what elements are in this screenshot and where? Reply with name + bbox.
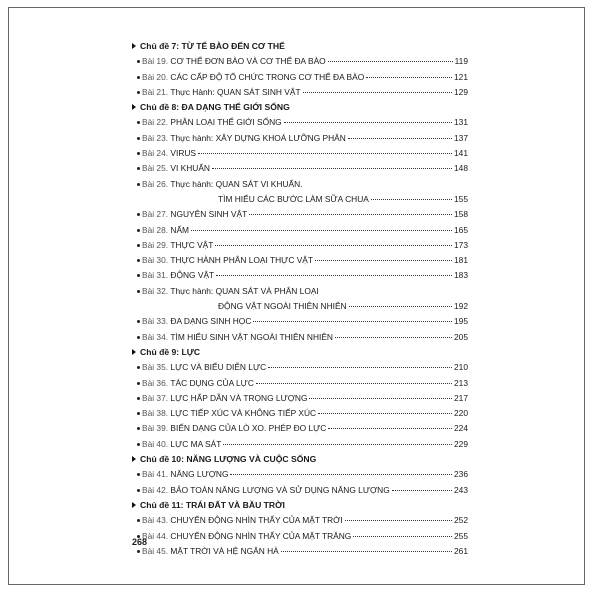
dot-bullet-icon bbox=[137, 550, 140, 553]
lesson-number: Bài 32. bbox=[142, 285, 169, 296]
chapter-heading bbox=[132, 452, 468, 467]
lesson-number: Bài 44. bbox=[142, 530, 169, 541]
dot-leader bbox=[318, 413, 452, 414]
lesson-title: THỰC VẬT bbox=[170, 239, 214, 250]
dot-leader bbox=[212, 168, 452, 169]
lesson-page: 220 bbox=[454, 408, 468, 419]
dot-bullet-icon bbox=[137, 259, 140, 262]
toc-entry bbox=[132, 54, 468, 69]
dot-leader bbox=[191, 230, 452, 231]
lesson-number: Bài 40. bbox=[142, 438, 169, 449]
dot-leader bbox=[392, 490, 452, 491]
lesson-title: VIRUS bbox=[170, 148, 197, 159]
lesson-page: 131 bbox=[454, 117, 468, 128]
chapter-title: Chủ đề 9: LỰC bbox=[140, 346, 201, 357]
lesson-page: 129 bbox=[454, 86, 468, 97]
dot-bullet-icon bbox=[137, 336, 140, 339]
lesson-page: 158 bbox=[454, 209, 468, 220]
lesson-number: Bài 25. bbox=[142, 163, 169, 174]
lesson-page: 217 bbox=[454, 392, 468, 403]
dot-leader bbox=[353, 536, 452, 537]
dot-bullet-icon bbox=[137, 473, 140, 476]
dot-bullet-icon bbox=[137, 519, 140, 522]
toc-entry bbox=[132, 207, 468, 222]
lesson-number: Bài 35. bbox=[142, 362, 169, 373]
lesson-page: 261 bbox=[454, 545, 468, 556]
triangle-bullet-icon bbox=[132, 456, 136, 462]
dot-bullet-icon bbox=[137, 489, 140, 492]
page-number: 268 bbox=[132, 537, 148, 547]
toc-entry bbox=[132, 115, 468, 130]
toc-entry bbox=[132, 391, 468, 406]
dot-bullet-icon bbox=[137, 167, 140, 170]
toc-entry bbox=[132, 161, 468, 176]
dot-leader bbox=[198, 153, 452, 154]
dot-bullet-icon bbox=[137, 427, 140, 430]
dot-leader bbox=[256, 383, 452, 384]
lesson-title: CHUYỂN ĐỘNG NHÌN THẤY CỦA MẶT TRỜI bbox=[170, 515, 343, 526]
toc-entry bbox=[132, 253, 468, 268]
lesson-page: 224 bbox=[454, 423, 468, 434]
lesson-number: Bài 22. bbox=[142, 117, 169, 128]
lesson-title: LỰC TIẾP XÚC VÀ KHÔNG TIẾP XÚC bbox=[170, 408, 317, 419]
lesson-number: Bài 21. bbox=[142, 86, 169, 97]
table-of-contents bbox=[132, 39, 468, 559]
lesson-title: TÁC DỤNG CỦA LỰC bbox=[170, 377, 254, 388]
dot-bullet-icon bbox=[137, 229, 140, 232]
dot-leader bbox=[371, 199, 452, 200]
chapter-title: Chủ đề 8: ĐA DẠNG THẾ GIỚI SỐNG bbox=[140, 102, 290, 113]
dot-leader bbox=[328, 428, 452, 429]
triangle-bullet-icon bbox=[132, 349, 136, 355]
lesson-title: CÁC CẤP ĐỘ TỔ CHỨC TRONG CƠ THỂ ĐA BÀO bbox=[170, 71, 365, 82]
chapter-heading bbox=[132, 100, 468, 115]
dot-bullet-icon bbox=[137, 274, 140, 277]
dot-bullet-icon bbox=[137, 91, 140, 94]
toc-entry bbox=[132, 131, 468, 146]
dot-leader bbox=[315, 260, 452, 261]
dot-bullet-icon bbox=[137, 152, 140, 155]
toc-entry bbox=[132, 483, 468, 498]
lesson-page: 155 bbox=[454, 193, 468, 204]
dot-leader bbox=[349, 306, 452, 307]
chapter-heading bbox=[132, 345, 468, 360]
lesson-title: CƠ THỂ ĐƠN BÀO VÀ CƠ THỂ ĐA BÀO bbox=[170, 56, 326, 67]
lesson-number: Bài 43. bbox=[142, 515, 169, 526]
lesson-page: 119 bbox=[454, 56, 468, 67]
lesson-page: 252 bbox=[454, 515, 468, 526]
triangle-bullet-icon bbox=[132, 43, 136, 49]
lesson-page: 141 bbox=[454, 148, 468, 159]
toc-entry bbox=[132, 314, 468, 329]
triangle-bullet-icon bbox=[132, 104, 136, 110]
lesson-title: LỰC HẤP DẪN VÀ TRỌNG LƯỢNG bbox=[170, 392, 308, 403]
toc-entry bbox=[132, 330, 468, 345]
lesson-page: 165 bbox=[454, 224, 468, 235]
lesson-number: Bài 27. bbox=[142, 209, 169, 220]
lesson-page: 210 bbox=[454, 362, 468, 373]
lesson-page: 137 bbox=[454, 132, 468, 143]
lesson-page: 213 bbox=[454, 377, 468, 388]
lesson-title: ĐỘNG VẬT NGOÀI THIÊN NHIÊN bbox=[218, 301, 347, 312]
dot-bullet-icon bbox=[137, 137, 140, 140]
lesson-number: Bài 24. bbox=[142, 148, 169, 159]
toc-entry bbox=[132, 146, 468, 161]
toc-entry bbox=[132, 268, 468, 283]
lesson-number: Bài 31. bbox=[142, 270, 169, 281]
dot-bullet-icon bbox=[137, 397, 140, 400]
lesson-page: 183 bbox=[454, 270, 468, 281]
toc-entry bbox=[132, 284, 468, 315]
dot-leader bbox=[223, 444, 452, 445]
lesson-title: Thực hành: QUAN SÁT VI KHUẨN. bbox=[170, 178, 303, 189]
lesson-number: Bài 45. bbox=[142, 545, 169, 556]
lesson-title: ĐỘNG VẬT bbox=[170, 270, 215, 281]
dot-leader bbox=[348, 138, 452, 139]
toc-entry bbox=[132, 467, 468, 482]
toc-entry bbox=[132, 376, 468, 391]
chapter-title: Chủ đề 7: TỪ TẾ BÀO ĐẾN CƠ THỂ bbox=[140, 41, 285, 51]
lesson-title: LỰC VÀ BIỂU DIỄN LỰC bbox=[170, 362, 267, 373]
lesson-number: Bài 37. bbox=[142, 392, 169, 403]
toc-entry bbox=[132, 177, 468, 208]
dot-bullet-icon bbox=[137, 290, 140, 293]
dot-leader bbox=[230, 474, 452, 475]
toc-entry bbox=[132, 421, 468, 436]
lesson-title: Thực hành: XÂY DỰNG KHOÁ LƯỠNG PHÂN bbox=[170, 132, 346, 143]
lesson-number: Bài 36. bbox=[142, 377, 169, 388]
lesson-page: 121 bbox=[454, 71, 468, 82]
lesson-page: 255 bbox=[454, 530, 468, 541]
dot-leader bbox=[345, 520, 452, 521]
dot-bullet-icon bbox=[137, 60, 140, 63]
dot-leader bbox=[284, 122, 452, 123]
toc-entry bbox=[132, 406, 468, 421]
dot-leader bbox=[249, 214, 452, 215]
chapter-heading bbox=[132, 498, 468, 513]
lesson-title: NẤM bbox=[170, 224, 190, 235]
lesson-page: 195 bbox=[454, 316, 468, 327]
dot-bullet-icon bbox=[137, 366, 140, 369]
lesson-page: 148 bbox=[454, 163, 468, 174]
lesson-number: Bài 26. bbox=[142, 178, 169, 189]
lesson-number: Bài 39. bbox=[142, 423, 169, 434]
lesson-title: NĂNG LƯỢNG bbox=[170, 469, 229, 480]
dot-bullet-icon bbox=[137, 320, 140, 323]
lesson-number: Bài 34. bbox=[142, 331, 169, 342]
dot-bullet-icon bbox=[137, 244, 140, 247]
toc-entry bbox=[132, 85, 468, 100]
dot-bullet-icon bbox=[137, 382, 140, 385]
lesson-title: MẶT TRỜI VÀ HỆ NGÂN HÀ bbox=[170, 545, 279, 556]
lesson-number: Bài 38. bbox=[142, 408, 169, 419]
dot-leader bbox=[328, 61, 453, 62]
lesson-title: PHÂN LOẠI THẾ GIỚI SỐNG bbox=[170, 117, 282, 128]
lesson-page: 192 bbox=[454, 301, 468, 312]
lesson-title: TÌM HIỂU SINH VẬT NGOÀI THIÊN NHIÊN bbox=[170, 331, 333, 342]
dot-leader bbox=[253, 321, 452, 322]
dot-leader bbox=[215, 245, 452, 246]
lesson-title: THỰC HÀNH PHÂN LOẠI THỰC VẬT bbox=[170, 255, 313, 266]
lesson-title: LỰC MA SÁT bbox=[170, 438, 222, 449]
dot-leader bbox=[268, 367, 452, 368]
lesson-title: BẢO TOÀN NĂNG LƯỢNG VÀ SỬ DỤNG NĂNG LƯỢNG bbox=[170, 484, 390, 495]
toc-entry bbox=[132, 529, 468, 544]
dot-bullet-icon bbox=[137, 76, 140, 79]
lesson-page: 229 bbox=[454, 438, 468, 449]
lesson-number: Bài 28. bbox=[142, 224, 169, 235]
dot-leader bbox=[281, 551, 452, 552]
toc-entry bbox=[132, 70, 468, 85]
toc-entry bbox=[132, 544, 468, 559]
lesson-title: BIẾN DẠNG CỦA LÒ XO. PHÉP ĐO LỰC bbox=[170, 423, 327, 434]
lesson-title: TÌM HIỂU CÁC BƯỚC LÀM SỮA CHUA bbox=[218, 193, 369, 204]
dot-bullet-icon bbox=[137, 412, 140, 415]
toc-entry bbox=[132, 513, 468, 528]
lesson-number: Bài 23. bbox=[142, 132, 169, 143]
dot-leader bbox=[335, 337, 452, 338]
toc-entry bbox=[132, 238, 468, 253]
chapter-heading bbox=[132, 39, 468, 54]
chapter-title: Chủ đề 11: TRÁI ĐẤT VÀ BẦU TRỜI bbox=[140, 499, 285, 510]
lesson-page: 173 bbox=[454, 239, 468, 250]
dot-leader bbox=[216, 275, 452, 276]
toc-entry bbox=[132, 360, 468, 375]
chapter-title: Chủ đề 10: NĂNG LƯỢNG VÀ CUỘC SỐNG bbox=[140, 454, 317, 465]
lesson-number: Bài 30. bbox=[142, 255, 169, 266]
lesson-number: Bài 41. bbox=[142, 469, 169, 480]
lesson-number: Bài 19. bbox=[142, 56, 169, 67]
lesson-page: 205 bbox=[454, 331, 468, 342]
lesson-number: Bài 20. bbox=[142, 71, 169, 82]
lesson-title: NGUYÊN SINH VẬT bbox=[170, 209, 248, 220]
lesson-page: 243 bbox=[454, 484, 468, 495]
lesson-title: VI KHUẨN bbox=[170, 163, 210, 174]
dot-leader bbox=[366, 77, 452, 78]
lesson-page: 236 bbox=[454, 469, 468, 480]
dot-leader bbox=[303, 92, 452, 93]
triangle-bullet-icon bbox=[132, 502, 136, 508]
toc-entry bbox=[132, 437, 468, 452]
lesson-title: ĐA DẠNG SINH HỌC bbox=[170, 316, 252, 327]
lesson-number: Bài 29. bbox=[142, 239, 169, 250]
dot-bullet-icon bbox=[137, 121, 140, 124]
dot-bullet-icon bbox=[137, 183, 140, 186]
lesson-title: CHUYỂN ĐỘNG NHÌN THẤY CỦA MẶT TRĂNG bbox=[170, 530, 352, 541]
lesson-page: 181 bbox=[454, 255, 468, 266]
lesson-number: Bài 33. bbox=[142, 316, 169, 327]
dot-bullet-icon bbox=[137, 213, 140, 216]
lesson-title: Thực Hành: QUAN SÁT SINH VẬT bbox=[170, 86, 301, 97]
toc-entry bbox=[132, 223, 468, 238]
lesson-title: Thực hành: QUAN SÁT VÀ PHÂN LOẠI bbox=[170, 285, 319, 296]
lesson-number: Bài 42. bbox=[142, 484, 169, 495]
dot-bullet-icon bbox=[137, 443, 140, 446]
dot-leader bbox=[309, 398, 452, 399]
